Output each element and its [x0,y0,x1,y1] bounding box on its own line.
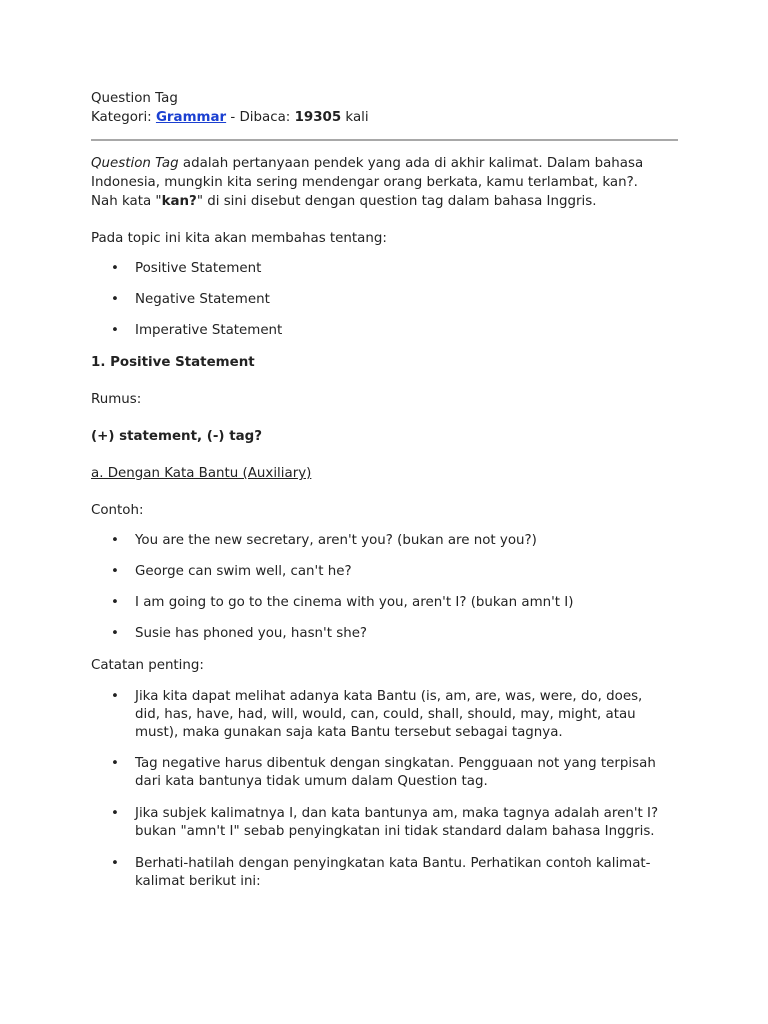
intro-line-3-prefix: Nah kata " [91,194,162,209]
contoh-label-text: Contoh: [91,503,144,518]
topic-item-text: Imperative Statement [135,323,283,338]
note-line: Berhati-hatilah dengan penyingkatan kata Bantu. Perhatikan contoh kalimat- [135,856,651,871]
bullet-icon: • [111,689,119,704]
notes-label [91,656,680,675]
topic-item-text: Negative Statement [135,292,270,307]
note-line: Tag negative harus dibentuk dengan singkatan. Pengguaan not yang terpisah [135,756,656,771]
example-text: George can swim well, can't he? [135,564,352,579]
note-line: kalimat berikut ini: [135,874,261,889]
note-line: dari kata bantunya tidak umum dalam Question tag. [135,774,488,789]
article-title-text: Question Tag [91,91,178,106]
topic-item [91,322,680,340]
note-line: Jika subjek kalimatnya I, dan kata bantunya am, maka tagnya adalah aren't I? [135,806,659,821]
note-line: bukan "amn't I" sebab penyingkatan ini tidak standard dalam bahasa Inggris. [135,824,655,839]
intro-line-3-rest: " di sini disebut dengan question tag dalam bahasa Inggris. [196,194,597,209]
topic-item-text: Positive Statement [135,261,262,276]
bullet-icon: • [111,626,119,641]
note-text [135,755,680,791]
note-item [91,755,680,791]
intro-line-2-text: Indonesia, mungkin kita sering mendengar orang berkata, kamu terlambat, kan?. [91,175,638,190]
example-text: I am going to go to the cinema with you, aren't I? (bukan amn't I) [135,595,574,610]
note-line: did, has, have, had, will, would, can, could, shall, should, may, might, atau [135,707,636,722]
bullet-icon: • [111,261,119,276]
example-item [91,594,680,612]
rumus-label [91,390,680,409]
bullet-icon: • [111,564,119,579]
bullet-icon: • [111,806,119,821]
intro-term: Question Tag [91,156,179,171]
topic-item [91,260,680,278]
header-divider [91,139,678,141]
note-item [91,805,680,841]
example-item [91,563,680,581]
topics-lead-text: Pada topic ini kita akan membahas tentang: [91,231,387,246]
subheading [91,464,680,483]
note-text [135,805,680,841]
subheading-text: a. Dengan Kata Bantu (Auxiliary) [91,466,312,481]
topics-lead [91,229,680,248]
rumus-label-text: Rumus: [91,392,142,407]
article-title [91,89,680,108]
intro-line-1-rest: adalah pertanyaan pendek yang ada di akhir kalimat. Dalam bahasa [182,156,644,171]
bullet-icon: • [111,323,119,338]
intro-line-2 [91,173,680,192]
read-count: 19305 [294,110,342,125]
note-line: must), maka gunakan saja kata Bantu tersebut sebagai tagnya. [135,725,563,740]
contoh-label [91,501,680,520]
intro-line-1 [91,154,680,173]
category-prefix: Kategori: [91,110,152,125]
note-item [91,855,680,891]
section-heading [91,353,680,372]
section-heading-text: 1. Positive Statement [91,355,255,370]
category-link[interactable]: Grammar [155,110,227,125]
topic-item [91,291,680,309]
example-text: Susie has phoned you, hasn't she? [135,626,368,641]
intro-line-3 [91,192,680,211]
read-suffix: kali [345,110,369,125]
intro-line-3-bold: kan? [161,194,197,209]
example-item [91,532,680,550]
example-item [91,625,680,643]
bullet-icon: • [111,756,119,771]
note-text [135,855,680,891]
formula-text: (+) statement, (-) tag? [91,429,262,444]
bullet-icon: • [111,292,119,307]
bullet-icon: • [111,595,119,610]
formula [91,427,680,446]
note-item [91,688,680,742]
note-text [135,688,680,742]
bullet-icon: • [111,856,119,871]
article-meta [91,108,680,127]
example-text: You are the new secretary, aren't you? (bukan are not you?) [135,533,537,548]
bullet-icon: • [111,533,119,548]
notes-label-text: Catatan penting: [91,658,204,673]
read-prefix: - Dibaca: [230,110,291,125]
note-line: Jika kita dapat melihat adanya kata Bantu (is, am, are, was, were, do, does, [135,689,643,704]
